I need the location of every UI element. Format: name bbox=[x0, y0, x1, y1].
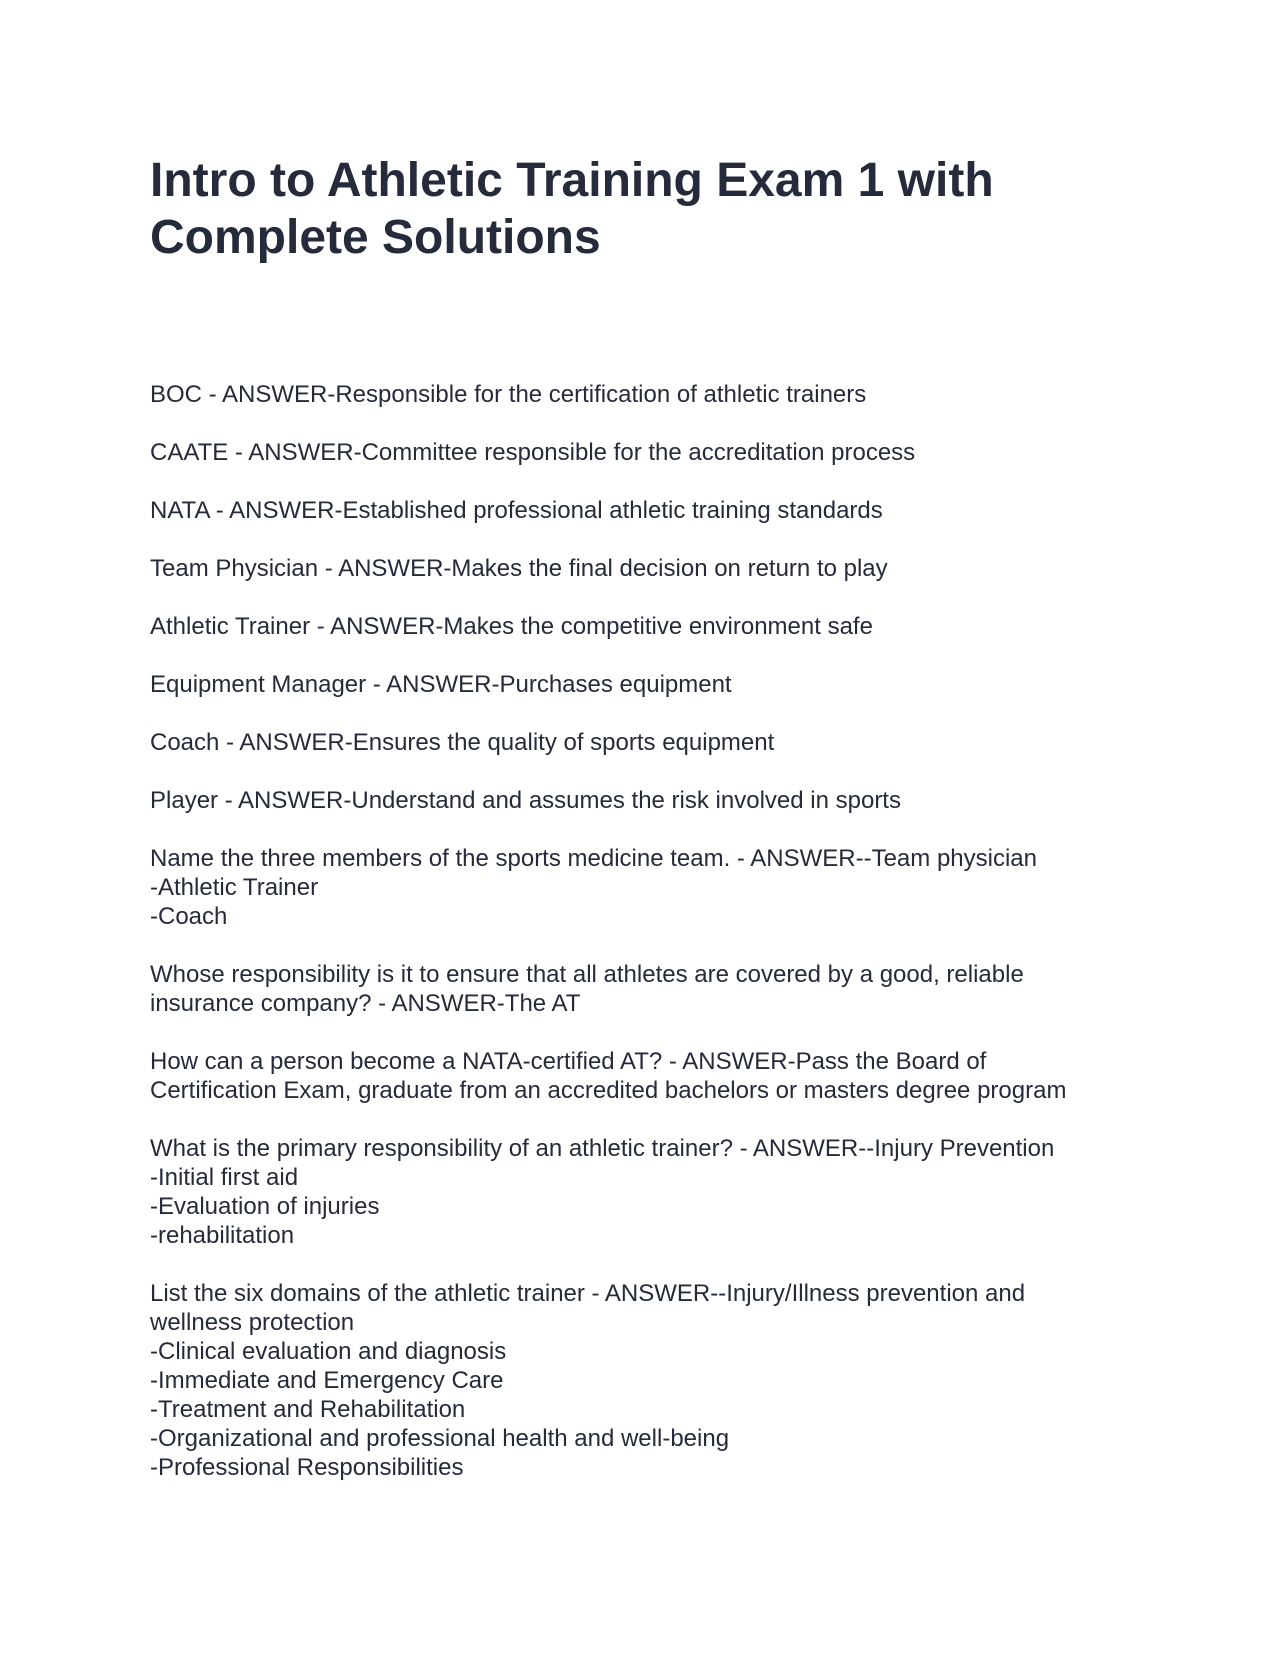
qa-line: Player - ANSWER-Understand and assumes the risk involved in sports bbox=[150, 787, 901, 814]
qa-item bbox=[150, 960, 1140, 1018]
qa-line: -Organizational and professional health and well-being bbox=[150, 1425, 730, 1452]
qa-line: How can a person become a NATA-certified AT? - ANSWER-Pass the Board of bbox=[150, 1048, 987, 1075]
qa-item bbox=[150, 554, 1140, 583]
qa-line: -Coach bbox=[150, 903, 228, 930]
qa-item bbox=[150, 1134, 1140, 1250]
qa-line: insurance company? - ANSWER-The AT bbox=[150, 990, 581, 1017]
qa-line: -Initial first aid bbox=[150, 1164, 299, 1191]
qa-line: What is the primary responsibility of an athletic trainer? - ANSWER--Injury Prevention bbox=[150, 1135, 1055, 1162]
qa-line: -Professional Responsibilities bbox=[150, 1454, 464, 1481]
qa-item bbox=[150, 438, 1140, 467]
qa-line: -Treatment and Rehabilitation bbox=[150, 1396, 466, 1423]
qa-line: wellness protection bbox=[150, 1309, 355, 1336]
qa-list bbox=[150, 380, 1140, 1482]
qa-line: Certification Exam, graduate from an accredited bachelors or masters degree program bbox=[150, 1077, 1067, 1104]
qa-line: -Clinical evaluation and diagnosis bbox=[150, 1338, 507, 1365]
qa-line: Coach - ANSWER-Ensures the quality of sports equipment bbox=[150, 729, 775, 756]
qa-line: Team Physician - ANSWER-Makes the final decision on return to play bbox=[150, 555, 888, 582]
document-title: Intro to Athletic Training Exam 1 with Complete Solutions bbox=[150, 154, 994, 264]
qa-item bbox=[150, 380, 1140, 409]
qa-line: -Evaluation of injuries bbox=[150, 1193, 380, 1220]
qa-line: List the six domains of the athletic trainer - ANSWER--Injury/Illness prevention and bbox=[150, 1280, 1026, 1307]
document-page bbox=[150, 152, 1140, 1511]
qa-line: -rehabilitation bbox=[150, 1222, 295, 1249]
qa-line: BOC - ANSWER-Responsible for the certification of athletic trainers bbox=[150, 381, 867, 408]
qa-line: CAATE - ANSWER-Committee responsible for the accreditation process bbox=[150, 439, 916, 466]
qa-item bbox=[150, 844, 1140, 931]
qa-item bbox=[150, 1047, 1140, 1105]
qa-line: -Immediate and Emergency Care bbox=[150, 1367, 504, 1394]
qa-line: -Athletic Trainer bbox=[150, 874, 319, 901]
qa-line: Whose responsibility is it to ensure that all athletes are covered by a good, reliable bbox=[150, 961, 1024, 988]
qa-item bbox=[150, 670, 1140, 699]
qa-item bbox=[150, 1279, 1140, 1482]
qa-item bbox=[150, 786, 1140, 815]
qa-line: Athletic Trainer - ANSWER-Makes the competitive environment safe bbox=[150, 613, 873, 640]
qa-line: NATA - ANSWER-Established professional athletic training standards bbox=[150, 497, 883, 524]
qa-item bbox=[150, 612, 1140, 641]
qa-item bbox=[150, 496, 1140, 525]
qa-line: Name the three members of the sports medicine team. - ANSWER--Team physician bbox=[150, 845, 1037, 872]
qa-line: Equipment Manager - ANSWER-Purchases equipment bbox=[150, 671, 732, 698]
qa-item bbox=[150, 728, 1140, 757]
